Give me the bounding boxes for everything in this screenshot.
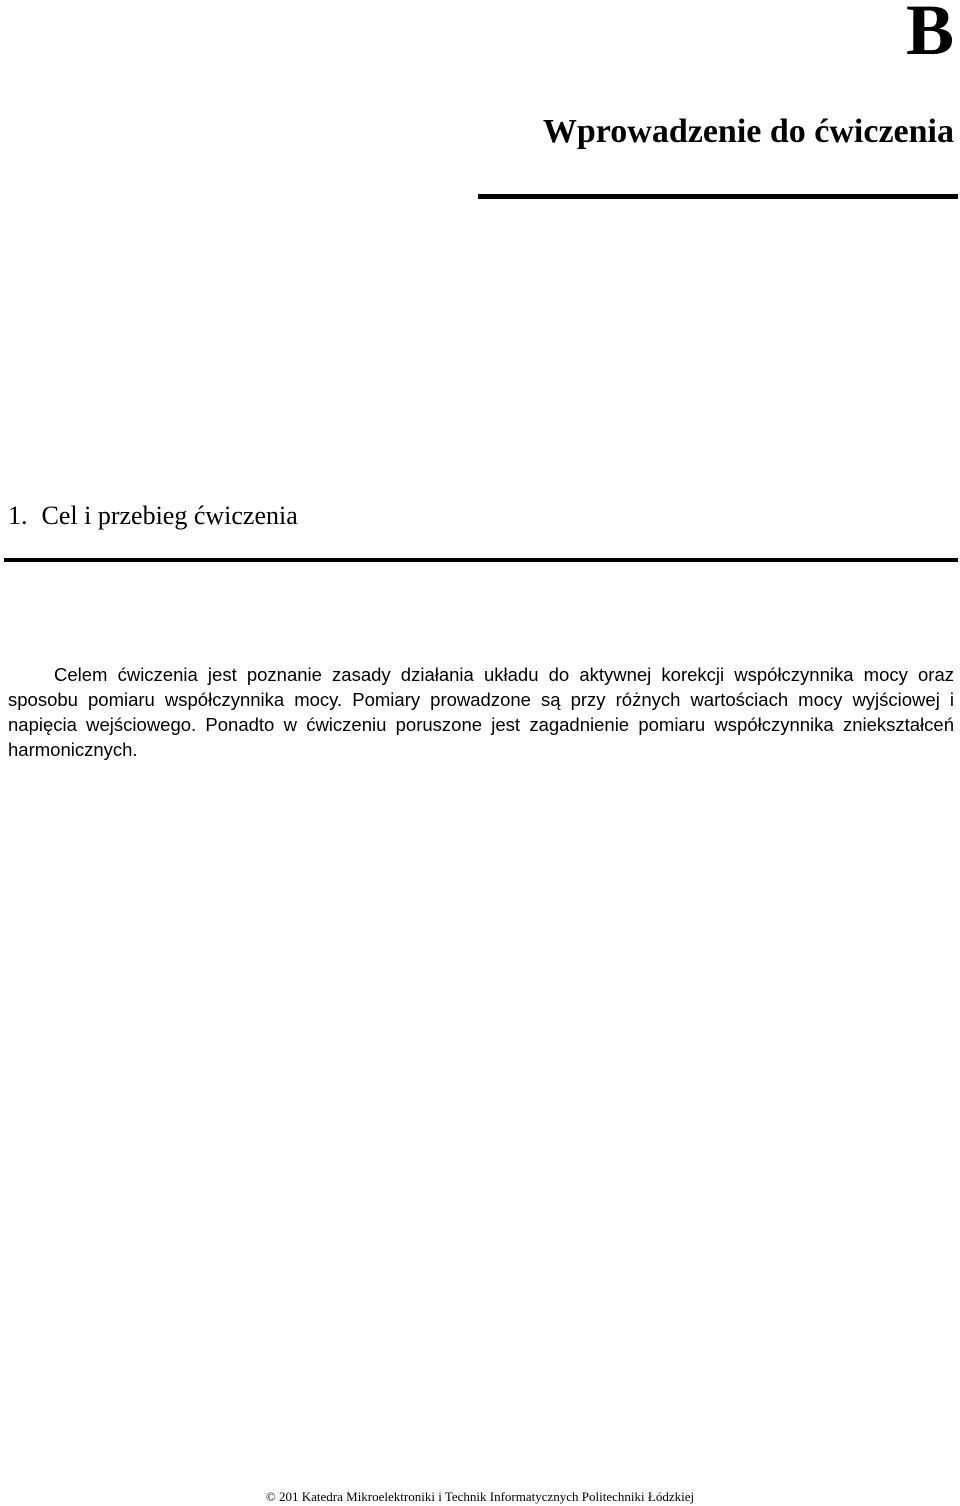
- section-number: 1.: [8, 501, 28, 530]
- chapter-title: Wprowadzenie do ćwiczenia: [542, 113, 954, 150]
- section-title: Cel i przebieg ćwiczenia: [41, 501, 298, 530]
- body-paragraph: Celem ćwiczenia jest poznanie zasady działania układu do aktywnej korekcji współczynnika mocy oraz sposobu pomiaru współczynnika mocy. Pomiary prowadzone są przy różnych wartościach mocy wyjściowej i napięcia wejściowego. Ponadto w ćwiczeniu poruszone jest zagadnienie pomiaru współczynnika zniekształceń harmonicznych.: [8, 664, 954, 760]
- chapter-title-rule: [478, 194, 958, 199]
- footer-copyright: © 201 Katedra Mikroelektroniki i Technik Informatycznych Politechniki Łódzkiej: [265, 1489, 695, 1504]
- section-rule: [4, 558, 958, 562]
- section-heading: [8, 500, 298, 531]
- chapter-letter: B: [905, 0, 954, 70]
